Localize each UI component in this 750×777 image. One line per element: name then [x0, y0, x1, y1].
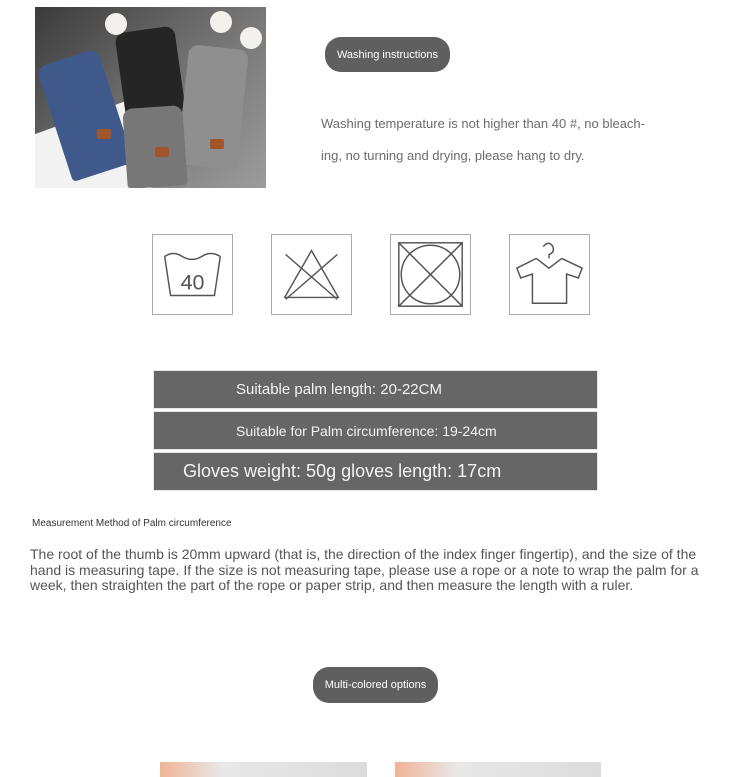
cotton-ball: [105, 13, 127, 35]
measurement-title: Measurement Method of Palm circumference: [32, 518, 232, 529]
color-option-image[interactable]: [160, 762, 367, 777]
spec-weight-length: [153, 452, 598, 491]
wash-40-icon: [152, 234, 233, 315]
washing-instructions-button[interactable]: Washing instructions: [325, 37, 450, 72]
washing-text-line: ing, no turning and drying, please hang to dry.: [321, 148, 585, 163]
cotton-ball: [210, 11, 232, 33]
no-bleach-icon: [271, 234, 352, 315]
leather-patch: [155, 147, 169, 157]
product-photo: [35, 7, 266, 188]
glove-gray: [177, 44, 249, 170]
spec-palm-length-text: Suitable palm length: 20-22CM: [236, 381, 442, 398]
measurement-description: The root of the thumb is 20mm upward (that is, the direction of the index finger fingertip), and the size of the hand is measuring tape. If the size is not measuring tape, please use a rope or a note to wrap the palm for a week, then straighten the part of the rope or paper strip, and then measure the length with a ruler.: [30, 546, 699, 593]
hang-dry-icon: [509, 234, 590, 315]
leather-patch: [97, 129, 111, 139]
washing-text: [321, 108, 661, 172]
leather-patch: [210, 139, 224, 149]
spec-palm-length: [153, 370, 598, 409]
spec-palm-circumference: [153, 411, 598, 450]
multicolored-options-button[interactable]: Multi-colored options: [313, 667, 438, 703]
no-tumble-dry-icon: [390, 234, 471, 315]
cotton-ball: [240, 27, 262, 49]
wash-temp-label: 40: [180, 270, 205, 295]
spec-palm-circumference-text: Suitable for Palm circumference: 19-24cm: [236, 422, 497, 439]
color-option-image[interactable]: [395, 762, 601, 777]
spec-weight-length-text: Gloves weight: 50g gloves length: 17cm: [183, 461, 502, 481]
washing-text-line: Washing temperature is not higher than 40 #, no bleach-: [321, 116, 645, 131]
